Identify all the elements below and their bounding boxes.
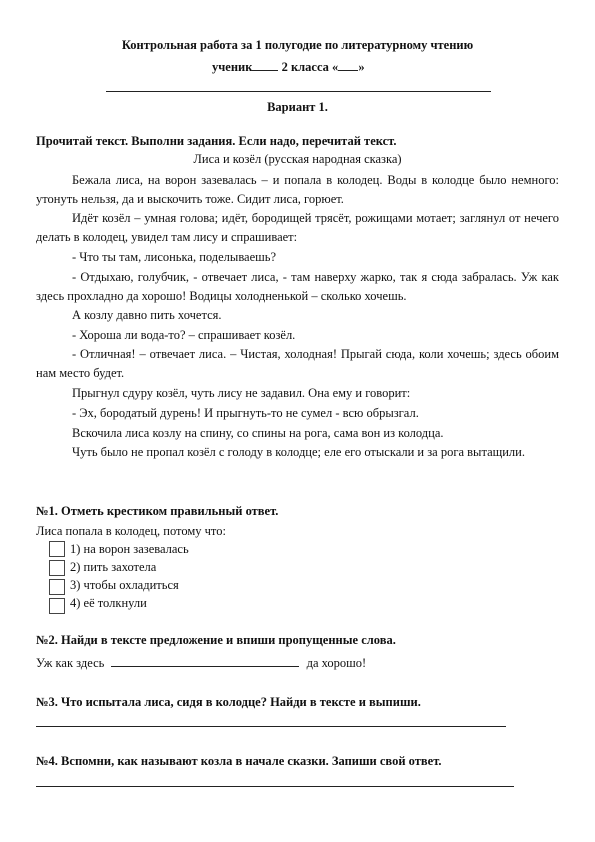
answer-checkbox[interactable] [49, 560, 65, 576]
answer-checkbox[interactable] [49, 598, 65, 614]
story-paragraph: Бежала лиса, на ворон зазевалась – и попала в колодец. Воды в колодце было немного: утонуть нельзя, да и выскочить тоже. Сидит лиса, горюет. [36, 173, 559, 206]
worksheet-title: Контрольная работа за 1 полугодие по литературному чтению [121, 38, 474, 52]
answer-option: 4) её толкнули [70, 596, 147, 610]
answer-line[interactable] [36, 786, 514, 787]
sentence-prefix: Уж как здесь [36, 656, 105, 670]
grade-label-end: » [358, 60, 365, 74]
question-2-title: №2. Найди в тексте предложение и впиши пропущенные слова. [36, 633, 396, 647]
answer-checkbox[interactable] [49, 541, 65, 557]
story-dialogue-line: - Что ты там, лисонька, поделываешь? [72, 250, 277, 264]
answer-checkbox[interactable] [49, 579, 65, 595]
sentence-suffix: да хорошо! [306, 656, 367, 670]
missing-words-blank[interactable] [111, 654, 299, 667]
story-paragraph: А козлу давно пить хочется. [72, 308, 222, 322]
question-3-title: №3. Что испытала лиса, сидя в колодце? Найди в тексте и выпиши. [36, 695, 421, 709]
variant-heading: Вариант 1. [267, 100, 328, 114]
student-label: ученик [212, 60, 253, 74]
student-name-blank[interactable] [252, 58, 278, 71]
story-paragraph: Идёт козёл – умная голова; идёт, бородищей трясёт, рожищами мотает; заглянул от нечего делать в колодец, увидел там лису и спрашивает: [36, 211, 559, 244]
question-4-title: №4. Вспомни, как называют козла в начале сказки. Запиши свой ответ. [36, 754, 442, 768]
story-paragraph: Вскочила лиса козлу на спину, со спины на рога, сама вон из колодца. [72, 426, 444, 440]
story-paragraph: Прыгнул сдуру козёл, чуть лису не задавил. Она ему и говорит: [72, 386, 411, 400]
header-divider [106, 91, 491, 92]
answer-option: 3) чтобы охладиться [70, 578, 179, 592]
story-dialogue-line: - Отличная! – отвечает лиса. – Чистая, холодная! Прыгай сюда, коли хочешь; здесь обоим нам место будет. [36, 347, 559, 380]
question-2-sentence [36, 654, 366, 671]
question-1-title: №1. Отметь крестиком правильный ответ. [36, 504, 279, 518]
reading-instruction: Прочитай текст. Выполни задания. Если надо, перечитай текст. [36, 134, 397, 148]
story-paragraph: Чуть было не пропал козёл с голоду в колодце; еле его отыскали и за рога вытащили. [72, 445, 525, 459]
story-title: Лиса и козёл (русская народная сказка) [193, 152, 402, 166]
story-dialogue-line: - Хороша ли вода-то? – спрашивает козёл. [72, 328, 296, 342]
question-1-stem: Лиса попала в колодец, потому что: [36, 524, 226, 538]
grade-letter-blank[interactable] [338, 58, 358, 71]
worksheet-subtitle [212, 58, 365, 75]
answer-option: 1) на ворон зазевалась [70, 542, 189, 556]
answer-line[interactable] [36, 726, 506, 727]
answer-option: 2) пить захотела [70, 560, 157, 574]
story-dialogue-line: - Эх, бородатый дурень! И прыгнуть-то не сумел - всю обрызгал. [72, 406, 419, 420]
grade-label: 2 класса « [281, 60, 339, 74]
story-dialogue-line: - Отдыхаю, голубчик, - отвечает лиса, - там наверху жарко, так я сюда забралась. Уж как здесь прохладно да хорошо! Водицы холодненькой – сколько хочешь. [36, 270, 559, 303]
